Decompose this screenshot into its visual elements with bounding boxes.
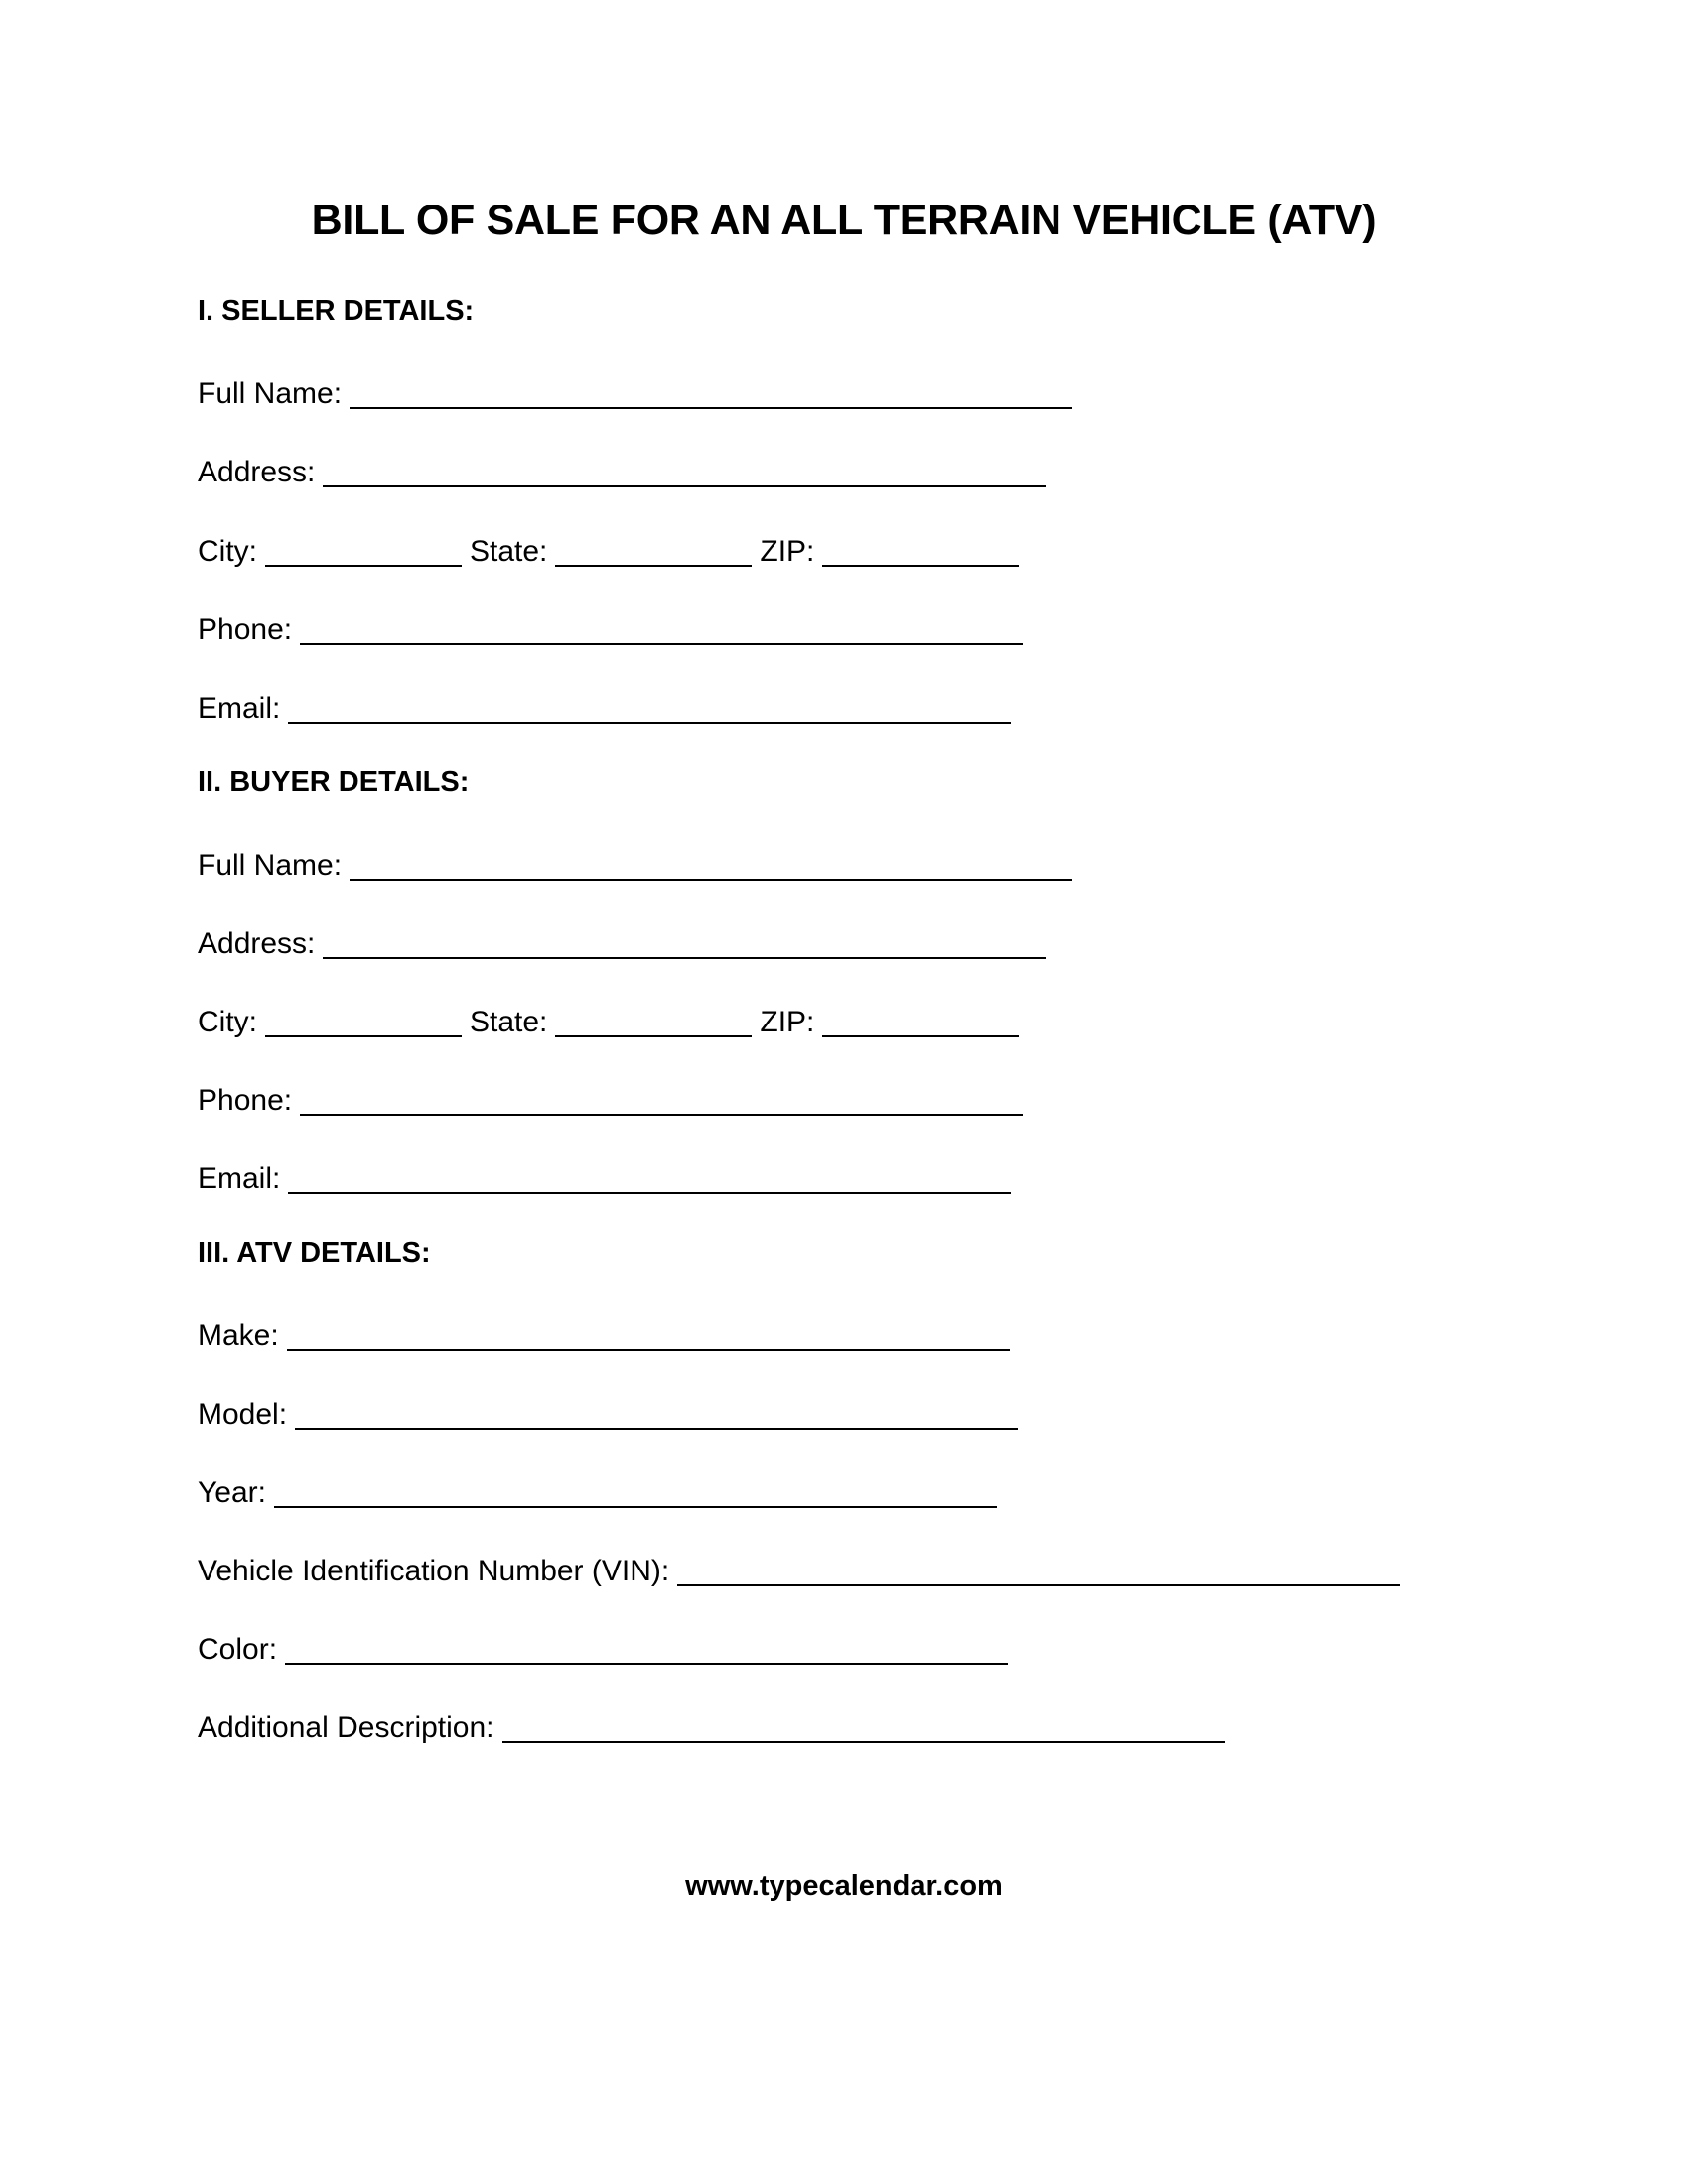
seller-city-field[interactable] bbox=[265, 535, 462, 567]
buyer-address-row bbox=[198, 921, 1046, 962]
atv-additional-description-label: Additional Description: bbox=[198, 1711, 494, 1744]
atv-model-label: Model: bbox=[198, 1398, 288, 1431]
atv-color-label: Color: bbox=[198, 1633, 278, 1666]
seller-email-row bbox=[198, 686, 1011, 727]
atv-make-field[interactable] bbox=[287, 1319, 1010, 1351]
atv-year-row bbox=[198, 1470, 997, 1511]
atv-model-row bbox=[198, 1392, 1018, 1433]
seller-full-name-field[interactable] bbox=[350, 377, 1072, 409]
atv-vin-row bbox=[198, 1549, 1400, 1589]
buyer-state-label: State: bbox=[470, 1006, 548, 1038]
seller-zip-field[interactable] bbox=[822, 535, 1019, 567]
seller-phone-field[interactable] bbox=[300, 614, 1023, 645]
buyer-email-field[interactable] bbox=[288, 1162, 1011, 1194]
page-title: BILL OF SALE FOR AN ALL TERRAIN VEHICLE (ATV) bbox=[311, 197, 1377, 244]
seller-state-label: State: bbox=[470, 535, 548, 568]
seller-city-state-zip-row bbox=[198, 529, 1027, 570]
seller-full-name-label: Full Name: bbox=[198, 377, 343, 410]
buyer-phone-label: Phone: bbox=[198, 1084, 293, 1117]
atv-make-label: Make: bbox=[198, 1319, 279, 1352]
seller-address-field[interactable] bbox=[323, 456, 1046, 487]
seller-state-field[interactable] bbox=[555, 535, 752, 567]
seller-full-name-row bbox=[198, 371, 1072, 412]
atv-additional-description-field[interactable] bbox=[502, 1711, 1225, 1743]
buyer-city-state-zip-row bbox=[198, 1000, 1027, 1040]
footer-website-url: www.typecalendar.com bbox=[685, 1870, 1003, 1902]
buyer-zip-label: ZIP: bbox=[760, 1006, 815, 1038]
atv-model-field[interactable] bbox=[295, 1398, 1018, 1430]
seller-section-heading: I. SELLER DETAILS: bbox=[198, 295, 475, 327]
buyer-address-field[interactable] bbox=[323, 927, 1046, 959]
buyer-email-row bbox=[198, 1157, 1011, 1197]
seller-address-row bbox=[198, 450, 1046, 490]
atv-color-row bbox=[198, 1627, 1008, 1668]
atv-color-field[interactable] bbox=[285, 1633, 1008, 1665]
buyer-full-name-label: Full Name: bbox=[198, 849, 343, 882]
atv-year-field[interactable] bbox=[274, 1476, 997, 1508]
buyer-city-field[interactable] bbox=[265, 1006, 462, 1037]
buyer-state-field[interactable] bbox=[555, 1006, 752, 1037]
buyer-full-name-field[interactable] bbox=[350, 849, 1072, 881]
seller-phone-label: Phone: bbox=[198, 614, 293, 646]
seller-email-field[interactable] bbox=[288, 692, 1011, 724]
atv-make-row bbox=[198, 1313, 1010, 1354]
seller-address-label: Address: bbox=[198, 456, 316, 488]
seller-phone-row bbox=[198, 608, 1023, 648]
buyer-city-label: City: bbox=[198, 1006, 257, 1038]
buyer-phone-field[interactable] bbox=[300, 1084, 1023, 1116]
buyer-phone-row bbox=[198, 1078, 1023, 1119]
atv-year-label: Year: bbox=[198, 1476, 266, 1509]
buyer-address-label: Address: bbox=[198, 927, 316, 960]
buyer-section-heading: II. BUYER DETAILS: bbox=[198, 766, 470, 798]
atv-vin-field[interactable] bbox=[677, 1555, 1400, 1586]
seller-city-label: City: bbox=[198, 535, 257, 568]
atv-additional-description-row bbox=[198, 1706, 1225, 1746]
seller-email-label: Email: bbox=[198, 692, 281, 725]
buyer-zip-field[interactable] bbox=[822, 1006, 1019, 1037]
seller-zip-label: ZIP: bbox=[760, 535, 815, 568]
atv-section-heading: III. ATV DETAILS: bbox=[198, 1237, 431, 1269]
buyer-email-label: Email: bbox=[198, 1162, 281, 1195]
buyer-full-name-row bbox=[198, 843, 1072, 884]
atv-vin-label: Vehicle Identification Number (VIN): bbox=[198, 1555, 670, 1587]
